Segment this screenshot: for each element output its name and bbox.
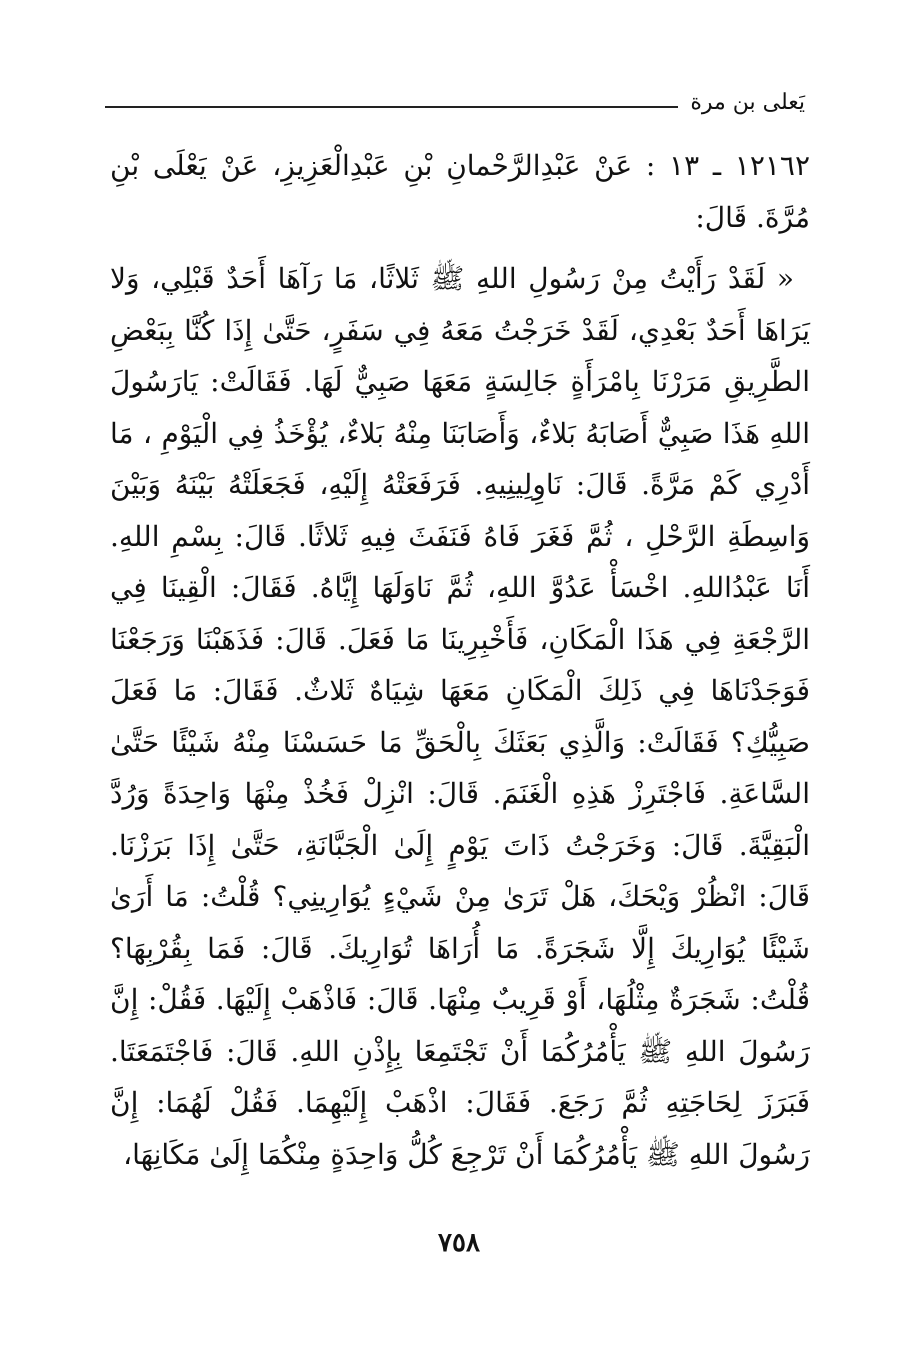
- page-header: [105, 84, 813, 124]
- header-rule: [105, 106, 678, 108]
- hadith-text-block: [110, 140, 810, 1180]
- hadith-body: « لَقَدْ رَأَيْتُ مِنْ رَسُولِ اللهِ ﷺ ثَلاثًا، مَا رَآهَا أَحَدٌ قَبْلِي، وَلا يَرَاهَا أَحَدٌ بَعْدِي، لَقَدْ خَرَجْتُ مَعَهُ فِي سَفَرٍ، حَتَّىٰ إِذَا كُنَّا بِبَعْضِ الطَّرِيقِ مَرَرْنَا بِامْرَأَةٍ جَالِسَةٍ مَعَهَا صَبِيٌّ لَهَا. فَقَالَتْ: يَارَسُولَ اللهِ هَذَا صَبِيٌّ أَصَابَهُ بَلاءٌ، وَأَصَابَنَا مِنْهُ بَلاءٌ، يُؤْخَذُ فِي الْيَوْمِ ، مَا أَدْرِي كَمْ مَرَّةً. قَالَ: نَاوِلِينِيهِ. فَرَفَعَتْهُ إِلَيْهِ، فَجَعَلَتْهُ بَيْنَهُ وَبَيْنَ وَاسِطَةِ الرَّحْلِ ، ثُمَّ فَغَرَ فَاهُ فَنَفَثَ فِيهِ ثَلاثًا. قَالَ: بِسْمِ اللهِ. أَنَا عَبْدُاللهِ. اخْسَأْ عَدُوَّ اللهِ، ثُمَّ نَاوَلَهَا إِيَّاهُ. فَقَالَ: الْقِينَا فِي الرَّجْعَةِ فِي هَذَا الْمَكَانِ، فَأَخْبِرِينَا مَا فَعَلَ. قَالَ: فَذَهَبْنَا وَرَجَعْنَا فَوَجَدْنَاهَا فِي ذَلِكَ الْمَكَانِ مَعَهَا شِيَاهٌ ثَلاثٌ. فَقَالَ: مَا فَعَلَ صَبِيُّكِ؟ فَقَالَتْ: وَالَّذِي بَعَثَكَ بِالْحَقِّ مَا حَسَسْنَا مِنْهُ شَيْئًا حَتَّىٰ السَّاعَةِ. فَاجْتَرِزْ هَذِهِ الْغَنَمَ. قَالَ: انْزِلْ فَخُذْ مِنْهَا وَاحِدَةً وَرُدَّ الْبَقِيَّةَ. قَالَ: وَخَرَجْتُ ذَاتَ يَوْمٍ إِلَىٰ الْجَبَّانَةِ، حَتَّىٰ إِذَا بَرَزْنَا. قَالَ: انْظُرْ وَيْحَكَ، هَلْ تَرَىٰ مِنْ شَيْءٍ يُوَارِينِي؟ قُلْتُ: مَا أَرَىٰ شَيْئًا يُوَارِيكَ إِلَّا شَجَرَةً. مَا أُرَاهَا تُوَارِيكَ. قَالَ: فَمَا بِقُرْبِهَا؟ قُلْتُ: شَجَرَةٌ مِثْلُهَا، أَوْ قَرِيبٌ مِنْهَا. قَالَ: فَاذْهَبْ إِلَيْهَا. فَقُلْ: إِنَّ رَسُولَ اللهِ ﷺ يَأْمُرُكُمَا أَنْ تَجْتَمِعَا بِإِذْنِ اللهِ. قَالَ: فَاجْتَمَعَتَا. فَبَرَزَ لِحَاجَتِهِ ثُمَّ رَجَعَ. فَقَالَ: اذْهَبْ إِلَيْهِمَا. فَقُلْ لَهُمَا: إِنَّ رَسُولَ اللهِ ﷺ يَأْمُرُكُمَا أَنْ تَرْجِعَ كُلُّ وَاحِدَةٍ مِنْكُمَا إِلَىٰ مَكَانِهَا،: [110, 262, 811, 1171]
- running-head: يَعلى بن مرة: [690, 90, 805, 115]
- hadith-heading: ١٢١٦٢ ـ ١٣ : عَنْ عَبْدِالرَّحْمانِ بْنِ عَبْدِالْعَزِيزِ، عَنْ يَعْلَى بْنِ مُرَّةَ. قَالَ:: [110, 149, 810, 234]
- page-number: ٧٥٨: [438, 1228, 480, 1258]
